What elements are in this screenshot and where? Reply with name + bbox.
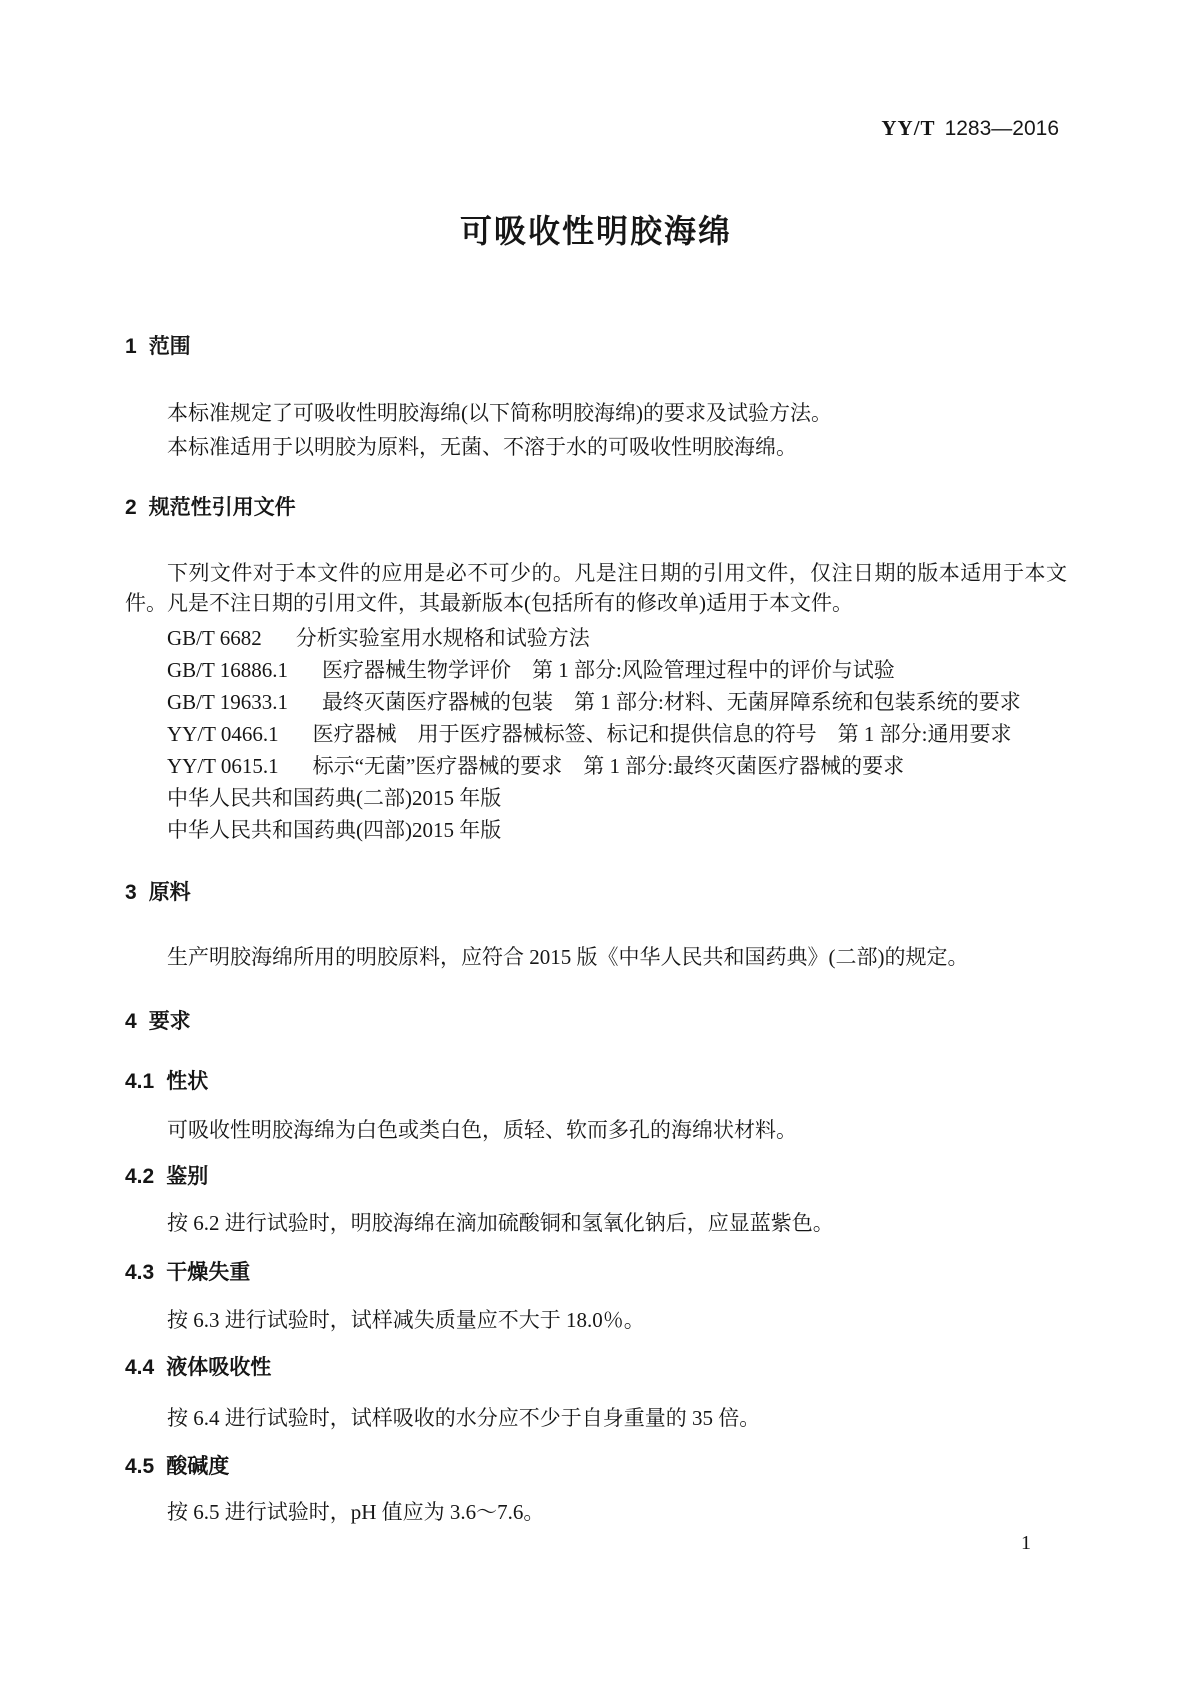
section-4-heading <box>125 1007 1067 1037</box>
section-4-3-paragraph: 按 6.3 进行试验时，试样减失质量应不大于 18.0％。 <box>167 1308 645 1332</box>
section-4-5-heading <box>125 1452 1067 1482</box>
section-4-4-title: 液体吸收性 <box>166 1356 272 1379</box>
standard-code: 1283—2016 <box>944 117 1059 140</box>
reference-list <box>125 622 1067 846</box>
section-3-paragraph: 生产明胶海绵所用的明胶原料，应符合 2015 版《中华人民共和国药典》(二部)的规定。 <box>167 945 969 969</box>
section-4-2-paragraph: 按 6.2 进行试验时，明胶海绵在滴加硫酸铜和氢氧化钠后，应显蓝紫色。 <box>167 1211 834 1235</box>
section-2-intro: 下列文件对于本文件的应用是必不可少的。凡是注日期的引用文件，仅注日期的版本适用于本文件。凡是不注日期的引用文件，其最新版本(包括所有的修改单)适用于本文件。 <box>125 561 1067 615</box>
section-4-3-heading <box>125 1258 1067 1288</box>
section-4-2-heading <box>125 1162 1067 1192</box>
page-number: 1 <box>1021 1532 1031 1554</box>
reference-code: YY/T 0466.1 <box>167 722 279 746</box>
section-4-title: 要求 <box>148 1010 191 1033</box>
reference-item <box>125 814 1067 846</box>
section-4-5-title: 酸碱度 <box>166 1455 230 1478</box>
section-2-number: 2 <box>125 496 137 519</box>
section-1-heading <box>125 332 1067 362</box>
section-4-2-number: 4.2 <box>125 1165 155 1188</box>
section-4-2-title: 鉴别 <box>166 1165 209 1188</box>
section-3-title: 原料 <box>148 881 191 904</box>
reference-item <box>125 750 1067 782</box>
reference-title: 最终灭菌医疗器械的包装 第 1 部分:材料、无菌屏障系统和包装系统的要求 <box>321 690 1021 714</box>
reference-code: YY/T 0615.1 <box>167 754 279 778</box>
standard-prefix: YY/T <box>881 116 936 140</box>
section-2-title: 规范性引用文件 <box>148 496 296 519</box>
section-4-3-title: 干燥失重 <box>166 1261 251 1284</box>
section-3-number: 3 <box>125 881 137 904</box>
reference-code: GB/T 6682 <box>167 626 262 650</box>
document-title: 可吸收性明胶海绵 <box>459 213 732 249</box>
section-1-paragraph: 本标准适用于以明胶为原料，无菌、不溶于水的可吸收性明胶海绵。 <box>167 435 797 459</box>
section-4-5-paragraph: 按 6.5 进行试验时，pH 值应为 3.6～7.6。 <box>167 1500 545 1524</box>
reference-item <box>125 622 1067 654</box>
reference-title: 医疗器械 用于医疗器械标签、标记和提供信息的符号 第 1 部分:通用要求 <box>312 722 1012 746</box>
section-4-1-title: 性状 <box>166 1070 209 1093</box>
reference-title: 分析实验室用水规格和试验方法 <box>295 626 590 650</box>
reference-item <box>125 782 1067 814</box>
section-4-1-number: 4.1 <box>125 1070 155 1093</box>
page-content <box>125 0 1067 1684</box>
reference-title: 中华人民共和国药典(四部)2015 年版 <box>167 818 502 842</box>
reference-code: GB/T 16886.1 <box>167 658 288 682</box>
reference-title: 医疗器械生物学评价 第 1 部分:风险管理过程中的评价与试验 <box>321 658 895 682</box>
section-2-heading <box>125 493 1067 523</box>
section-4-1-heading <box>125 1067 1067 1097</box>
section-4-4-paragraph: 按 6.4 进行试验时，试样吸收的水分应不少于自身重量的 35 倍。 <box>167 1406 761 1430</box>
section-4-1-paragraph: 可吸收性明胶海绵为白色或类白色，质轻、软而多孔的海绵状材料。 <box>167 1118 797 1142</box>
reference-item <box>125 718 1067 750</box>
section-4-4-number: 4.4 <box>125 1356 155 1379</box>
section-1-paragraph: 本标准规定了可吸收性明胶海绵(以下简称明胶海绵)的要求及试验方法。 <box>167 401 832 425</box>
reference-item <box>125 654 1067 686</box>
section-4-number: 4 <box>125 1010 137 1033</box>
section-1-number: 1 <box>125 335 137 358</box>
section-4-5-number: 4.5 <box>125 1455 155 1478</box>
reference-title: 中华人民共和国药典(二部)2015 年版 <box>167 786 502 810</box>
section-3-heading <box>125 878 1067 908</box>
reference-code: GB/T 19633.1 <box>167 690 288 714</box>
standard-number <box>881 115 1059 142</box>
section-4-3-number: 4.3 <box>125 1261 155 1284</box>
section-4-4-heading <box>125 1353 1067 1383</box>
section-1-title: 范围 <box>148 335 191 358</box>
reference-title: 标示“无菌”医疗器械的要求 第 1 部分:最终灭菌医疗器械的要求 <box>312 754 905 778</box>
reference-item <box>125 686 1067 718</box>
